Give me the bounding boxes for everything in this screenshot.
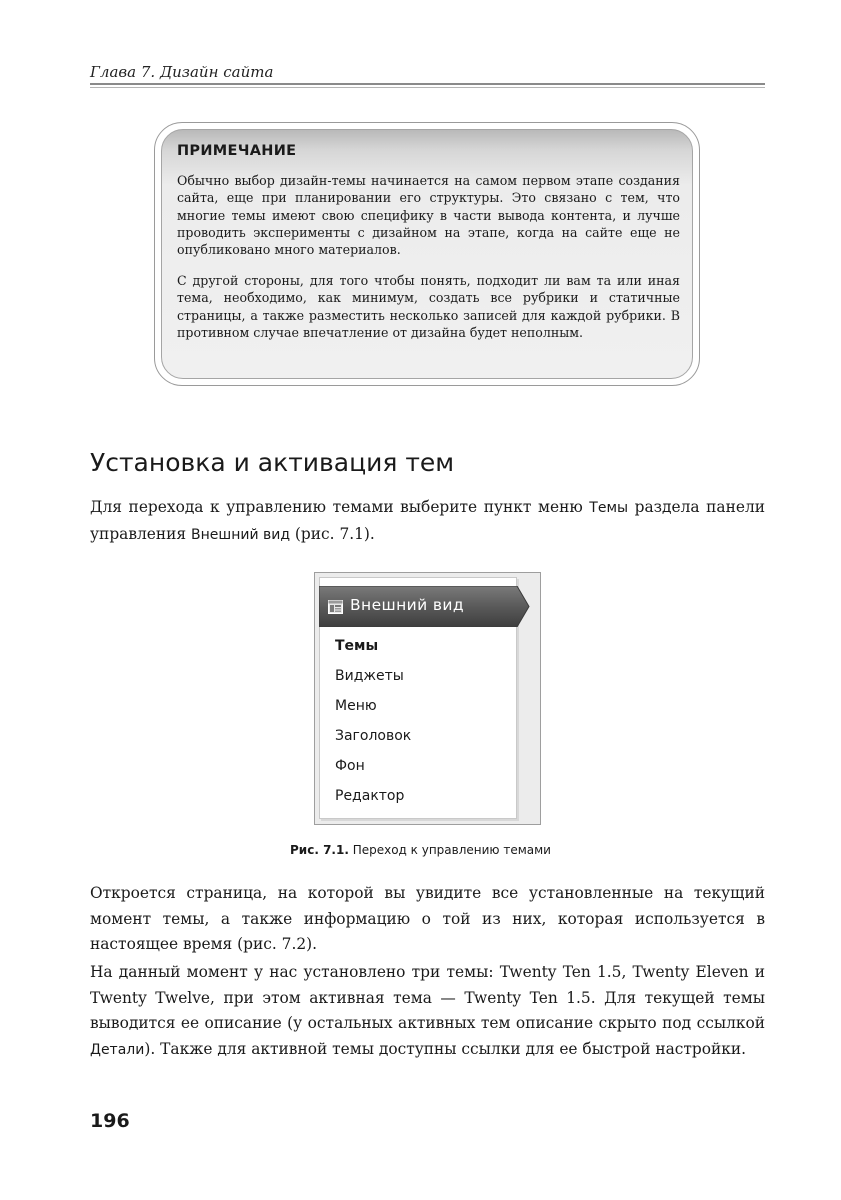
menu-item-background[interactable]: Фон — [335, 758, 365, 774]
intro-text-2: раздела панели управления — [90, 498, 765, 543]
body-paragraph-themes — [90, 960, 765, 1063]
appearance-icon — [328, 599, 343, 613]
menu-item-menu[interactable]: Меню — [335, 698, 377, 714]
section-heading: Установка и активация тем — [90, 448, 455, 477]
header-rule — [90, 83, 765, 85]
menu-item-widgets[interactable]: Виджеты — [335, 668, 404, 684]
page-number: 196 — [90, 1110, 130, 1132]
intro-text-1: Для перехода к управлению темами выберите пункт меню — [90, 498, 590, 516]
figure-caption-text: Переход к управлению темами — [348, 843, 551, 857]
themes-text-1: На данный момент у нас установлено три темы: Twenty Ten 1.5, Twenty Eleven и Twenty Twelve, при этом активная тема — Twenty Ten 1.5. Для текущей темы выводится ее описание (у остальных активных тем описание скрыто под ссылкой — [90, 963, 765, 1032]
menu-item-header[interactable]: Заголовок — [335, 728, 412, 744]
menu-item-editor[interactable]: Редактор — [335, 788, 405, 804]
details-link: Детали — [90, 1041, 145, 1058]
chapter-header: Глава 7. Дизайн сайта — [90, 63, 274, 81]
menu-item-themes[interactable]: Темы — [335, 638, 379, 654]
themes-text-2: ). Также для активной темы доступны ссылки для ее быстрой настройки. — [144, 1039, 747, 1058]
header-rule-thin — [90, 87, 765, 88]
figure-caption-label: Рис. 7.1. — [290, 843, 349, 857]
body-paragraph-open: Откроется страница, на которой вы увидите все установленные на текущий момент темы, а также информацию о той из них, которая используется в настоящее время (рис. 7.2). — [90, 884, 765, 953]
menu-header-label: Внешний вид — [350, 596, 465, 614]
figure-caption — [0, 843, 841, 857]
note-title: ПРИМЕЧАНИЕ — [177, 143, 297, 159]
intro-text-3: (рис. 7.1). — [290, 524, 375, 543]
note-paragraph-1: Обычно выбор дизайн-темы начинается на самом первом этапе создания сайта, еще при планировании его структуры. Это связано с тем, что многие темы имеют свою специфику в части вывода контента, и лучше проводить эксперименты с дизайном на этапе, когда на сайте еще не опубликовано много материалов. — [177, 173, 680, 258]
intro-menu-item: Темы — [589, 500, 629, 516]
note-paragraph-2: С другой стороны, для того чтобы понять, подходит ли вам та или иная тема, необходимо, как минимум, создать все рубрики и статичные страницы, а также разместить несколько записей для каждой рубрики. В противном случае впечатление от дизайна будет неполным. — [177, 273, 680, 340]
intro-menu-section: Внешний вид — [191, 526, 291, 543]
intro-paragraph — [90, 495, 765, 548]
